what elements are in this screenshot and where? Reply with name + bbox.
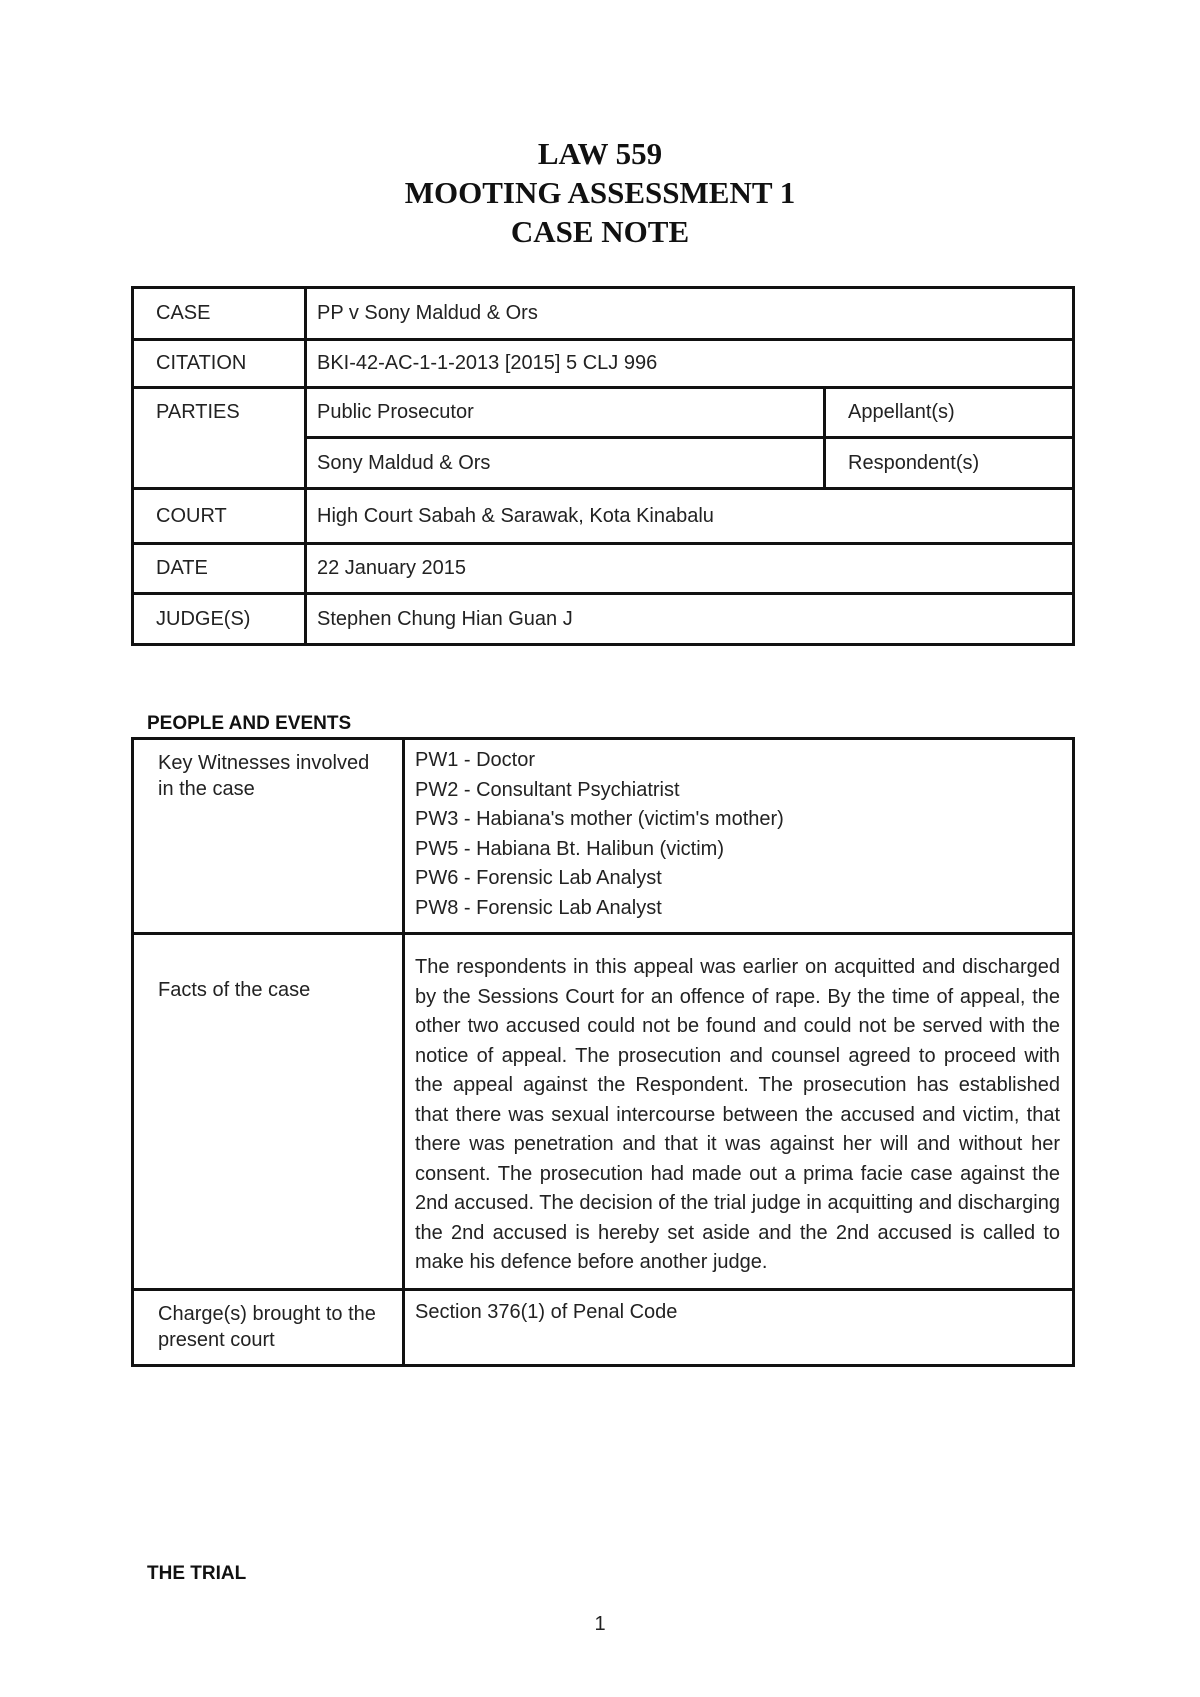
list-item: PW1 - Doctor bbox=[415, 749, 536, 771]
charges-row bbox=[133, 1289, 1074, 1365]
witnesses-label: Key Witnesses involved in the case bbox=[133, 739, 404, 934]
course-code: LAW 559 bbox=[537, 136, 663, 171]
citation-value: BKI-42-AC-1-1-2013 [2015] 5 CLJ 996 bbox=[306, 340, 1074, 388]
people-events-table bbox=[131, 737, 1075, 1367]
case-label: CASE bbox=[133, 288, 306, 340]
list-item: PW5 - Habiana Bt. Halibun (victim) bbox=[415, 837, 724, 860]
party-name: Sony Maldud & Ors bbox=[306, 438, 825, 489]
party-role: Appellant(s) bbox=[825, 388, 1074, 438]
list-item: PW2 - Consultant Psychiatrist bbox=[415, 778, 680, 801]
list-item: PW6 - Forensic Lab Analyst bbox=[415, 867, 662, 889]
facts-row bbox=[133, 934, 1074, 1290]
court-value: High Court Sabah & Sarawak, Kota Kinabalu bbox=[306, 489, 1074, 544]
judge-row bbox=[133, 594, 1074, 645]
page-number: 1 bbox=[594, 1613, 606, 1635]
trial-heading: THE TRIAL bbox=[147, 1563, 247, 1584]
case-details-table bbox=[131, 286, 1075, 646]
facts-label-cell bbox=[133, 934, 404, 1290]
date-label: DATE bbox=[133, 544, 306, 594]
party-role: Respondent(s) bbox=[825, 438, 1074, 489]
facts-label: Facts of the case bbox=[158, 979, 311, 1001]
parties-label: PARTIES bbox=[133, 388, 306, 489]
case-value: PP v Sony Maldud & Ors bbox=[306, 288, 1074, 340]
assessment-title: MOOTING ASSESSMENT 1 bbox=[404, 175, 796, 210]
party-name: Public Prosecutor bbox=[306, 388, 825, 438]
court-row bbox=[133, 489, 1074, 544]
date-row bbox=[133, 544, 1074, 594]
people-events-heading: PEOPLE AND EVENTS bbox=[147, 713, 352, 734]
witness-list bbox=[415, 746, 1060, 923]
court-label: COURT bbox=[133, 489, 306, 544]
case-row bbox=[133, 288, 1074, 340]
witnesses-content bbox=[404, 739, 1074, 934]
judge-value: Stephen Chung Hian Guan J bbox=[306, 594, 1074, 645]
facts-text: The respondents in this appeal was earlier on acquitted and discharged by the Sessions Court for an offence of rape. By the time of appeal, the other two accused could not be found and could not be served with the notice of appeal. The prosecution and counsel agreed to proceed with the appeal against the Respondent. The prosecution has established that there was sexual intercourse between the accused and victim, that there was penetration and that it was against her will and without her consent. The prosecution had made out a prima facie case against the 2nd accused. The decision of the trial judge in acquitting and discharging the 2nd accused is hereby set aside and the 2nd accused is called to make his defence before another judge. bbox=[415, 956, 1060, 1273]
document-title bbox=[0, 134, 1200, 251]
facts-content bbox=[404, 934, 1074, 1290]
charges-label: Charge(s) brought to the present court bbox=[133, 1289, 404, 1365]
judge-label: JUDGE(S) bbox=[133, 594, 306, 645]
parties-row bbox=[133, 388, 1074, 438]
list-item: PW8 - Forensic Lab Analyst bbox=[415, 896, 662, 919]
date-value: 22 January 2015 bbox=[306, 544, 1074, 594]
case-note-title: CASE NOTE bbox=[510, 214, 690, 249]
citation-row bbox=[133, 340, 1074, 388]
witnesses-row bbox=[133, 739, 1074, 934]
list-item: PW3 - Habiana's mother (victim's mother) bbox=[415, 808, 784, 830]
citation-label: CITATION bbox=[133, 340, 306, 388]
charges-value: Section 376(1) of Penal Code bbox=[404, 1289, 1074, 1365]
